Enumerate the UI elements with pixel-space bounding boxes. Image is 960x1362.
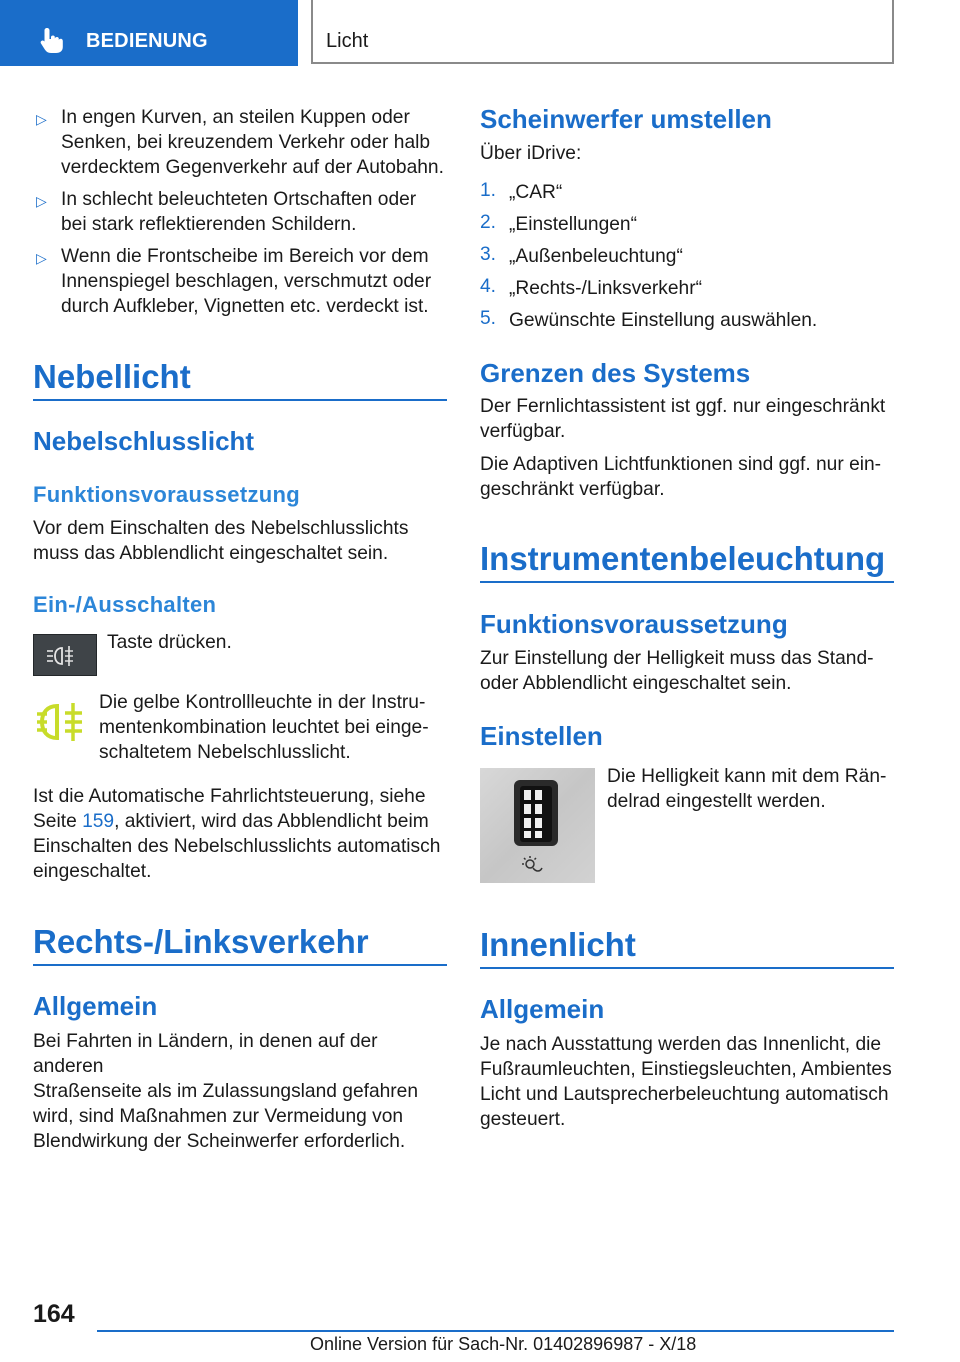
rear-fog-light-icon [34, 635, 96, 675]
bullet-triangle-icon: ▷ [36, 193, 47, 209]
section-tab [311, 0, 894, 64]
step-text: „Außenbeleuchtung“ [509, 246, 683, 267]
step-number: 5. [480, 308, 497, 329]
paragraph-automatik: Ist die Automatische Fahrlichtsteuerung, siehe Seite 159, aktiviert, wird das Abblendlicht beim Einschalten des Nebelschlusslichts automatisch eingeschaltet. [33, 786, 441, 882]
brightness-thumbwheel-image [480, 768, 595, 883]
step-text: Gewünschte Einstellung auswählen. [509, 310, 818, 331]
heading-rechts-linksverkehr: Rechts-/Linksverkehr [33, 923, 369, 960]
bullet-item-2: In schlecht beleuchteten Ortschaften oder bei stark reflektierenden Schildern. [61, 189, 417, 235]
heading-scheinwerfer-umstellen: Scheinwerfer umstellen [480, 104, 772, 134]
section-label: Licht [326, 30, 369, 52]
rear-fog-indicator-icon [35, 700, 87, 744]
heading-nebellicht: Nebellicht [33, 358, 191, 395]
paragraph-einstellen: Die Helligkeit kann mit dem Rän- delrad eingestellt werden. [607, 766, 887, 812]
thumbwheel-icon [480, 768, 595, 883]
paragraph-taste: Taste drücken. [107, 632, 232, 653]
paragraph-idrive: Über iDrive: [480, 143, 582, 164]
heading-ein-ausschalten: Ein-/Ausschalten [33, 592, 217, 617]
bullet-triangle-icon: ▷ [36, 111, 47, 127]
bullet-item-3: Wenn die Frontscheibe im Bereich vor dem Innenspiegel beschlagen, verschmutzt oder durch Aufkleber, Vignetten etc. verdeckt ist. [61, 246, 432, 317]
paragraph-grenzen-1: Der Fernlichtassistent ist ggf. nur eingeschränkt verfügbar. [480, 396, 886, 442]
chapter-tab [0, 0, 298, 66]
page-number: 164 [33, 1300, 75, 1328]
heading-instrumentenbeleuchtung: Instrumentenbeleuchtung [480, 540, 886, 577]
paragraph-innenlicht: Je nach Ausstattung werden das Innenlicht, die Fußraumleuchten, Einstiegsleuchten, Ambientes Licht und Lautsprecherbeleuchtung automatisch gesteuert. [480, 1034, 892, 1130]
footer-divider [97, 1330, 894, 1332]
paragraph-grenzen-2: Die Adaptiven Lichtfunktionen sind ggf. nur ein- geschränkt verfügbar. [480, 454, 882, 500]
paragraph-voraussetzung: Vor dem Einschalten des Nebelschlusslichts muss das Abblendlicht eingeschaltet sein. [33, 518, 409, 564]
paragraph-kontrollleuchte: Die gelbe Kontrollleuchte in der Instru- mentenkombination leuchtet bei einge- schaltetem Nebelschlusslicht. [99, 692, 429, 763]
heading-underline [33, 964, 447, 966]
step-number: 1. [480, 180, 497, 201]
paragraph-allgemein: Bei Fahrten in Ländern, in denen auf der anderen Straßenseite als im Zulassungsland gefahren wird, sind Maßnahmen zur Vermeidung von Blendwirkung der Scheinwerfer erforderlich. [33, 1031, 419, 1152]
heading-funktionsvoraussetzung: Funktionsvoraussetzung [480, 609, 788, 639]
heading-underline [33, 399, 447, 401]
heading-allgemein: Allgemein [33, 991, 158, 1021]
paragraph-funktion: Zur Einstellung der Helligkeit muss das Stand- oder Abblendlicht eingeschaltet sein. [480, 648, 874, 694]
heading-underline [480, 581, 894, 583]
step-text: „Einstellungen“ [509, 214, 637, 235]
chapter-label: BEDIENUNG [86, 30, 208, 52]
fog-light-button-image [33, 634, 97, 676]
heading-grenzen-des-systems: Grenzen des Systems [480, 358, 751, 388]
heading-nebelschlusslicht: Nebelschlusslicht [33, 426, 255, 456]
step-number: 2. [480, 212, 497, 233]
step-number: 3. [480, 244, 497, 265]
step-text: „CAR“ [509, 182, 563, 203]
footer-version-text: Online Version für Sach-Nr. 01402896987 - X/18 [310, 1334, 697, 1354]
bullet-item-1: In engen Kurven, an steilen Kuppen oder Senken, bei kreuzendem Verkehr oder halb verdecktem Gegenverkehr auf der Autobahn. [61, 107, 444, 178]
heading-funktionsvoraussetzung: Funktionsvoraussetzung [33, 482, 300, 507]
heading-einstellen: Einstellen [480, 721, 603, 751]
heading-innenlicht: Innenlicht [480, 926, 636, 963]
hand-pointer-icon [38, 26, 68, 54]
bullet-triangle-icon: ▷ [36, 250, 47, 266]
step-text: „Rechts-/Linksverkehr“ [509, 278, 702, 299]
heading-allgemein: Allgemein [480, 994, 605, 1024]
page-link-159[interactable]: 159 [82, 811, 115, 832]
step-number: 4. [480, 276, 497, 297]
heading-underline [480, 967, 894, 969]
